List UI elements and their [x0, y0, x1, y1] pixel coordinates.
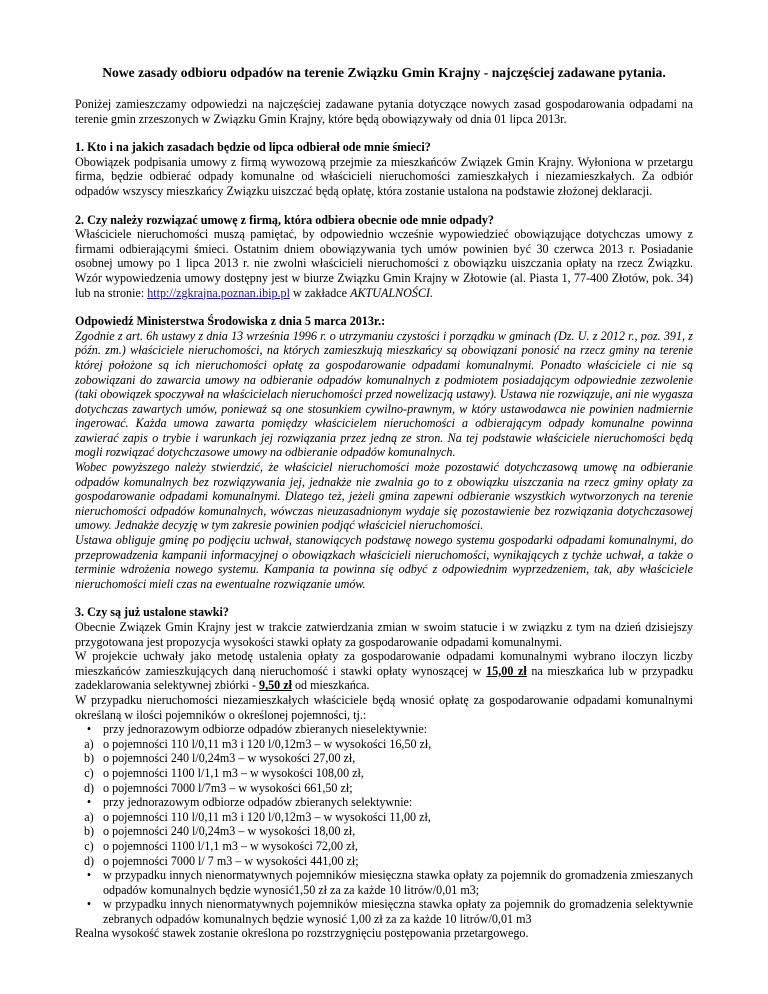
- list-marker: •: [86, 795, 92, 810]
- answer-2-mid: w zakładce: [289, 285, 351, 300]
- rate-sorted: 9,50 zł: [259, 678, 292, 693]
- list-marker: d): [83, 780, 95, 795]
- aktualnosci-tab-name: AKTUALNOŚCI.: [350, 285, 434, 300]
- list-item: [75, 868, 693, 897]
- answer-2-text: Właściciele nieruchomości muszą pamiętać, by odpowiednio wcześnie wypowiedzieć obowiązujące dotychczas umowy z firmami odbierającymi śmieci. Ostatnim dniem obowiązywania tych umów powinien być 30 czerwca 2013 r. Posiadanie osobnej umowy po 1 lipca 2013 r. nie zwolni właścicieli nieruchomości z obowiązku uiszczania opłaty na rzecz Związku. Wzór wypowiedzenia umowy dostępny jest w biurze Związku Gmin Krajny w Złotowie (al. Piasta 1, 77-400 Złotów, pok. 34) lub na stronie:: [75, 227, 693, 300]
- list-item-text: o pojemności 240 l/0,24m3 – w wysokości 18,00 zł,: [103, 824, 356, 839]
- list-marker: c): [84, 838, 94, 853]
- rate-unsorted: 15,00 zł: [486, 663, 527, 678]
- list-item: [75, 824, 693, 839]
- list-item: [75, 839, 693, 854]
- list-item-text: o pojemności 110 l/0,11 m3 i 120 l/0,12m3 – w wysokości 16,50 zł,: [103, 736, 432, 751]
- list-marker: c): [84, 765, 94, 780]
- list-item-text: o pojemności 7000 l/7m3 – w wysokości 661,50 zł;: [103, 780, 353, 795]
- ministry-paragraph-2: Wobec powyższego należy stwierdzić, że właściciel nieruchomości może pozostawić dotychczasową umowę na odbieranie odpadów komunalnych bez rozwiązywania jej, jednakże nie zwalnia go to z obowiązku uiszczania na rzecz gminy opłaty za gospodarowanie odpadami komunalnymi. Dlatego też, jeżeli gmina zapewni odbieranie wszystkich wytworzonych na terenie nieruchomości odpadów komunalnych, wówczas nieuzasadnionym wydaje się pozostawienie bez rozwiązania dotychczasowej umowy. Jednakże decyzję w tym zakresie powinien podjąć właściciel nieruchomości.: [75, 460, 693, 533]
- list-item: [75, 781, 693, 796]
- question-2: 2. Czy należy rozwiązać umowę z firmą, która odbiera obecnie ode mnie odpady?: [75, 212, 494, 227]
- list-marker: b): [83, 824, 95, 839]
- question-3: 3. Czy są już ustalone stawki?: [75, 605, 229, 620]
- list-marker: d): [83, 853, 95, 868]
- intro-paragraph: Poniżej zamieszczamy odpowiedzi na najczęściej zadawane pytania dotyczące nowych zasad gospodarowania odpadami na terenie gmin zrzeszonych w Związku Gmin Krajny, które będą obowiązywały od dnia 01 lipca 2013r.: [75, 97, 693, 126]
- answer-3-paragraph-2: W projekcie uchwały jako metodę ustalenia opłaty za gospodarowanie odpadami komunalnymi wybrano iloczyn liczby mieszkańców zamieszkujących daną nieruchomość i stawki opłaty wynoszącej w 15,00 zł na mieszkańca lub w przypadku zadeklarowania selektywnej zbiórki - 9,50 zł od mieszkańca.: [75, 649, 694, 693]
- question-1: 1. Kto i na jakich zasadach będzie od lipca odbierał ode mnie śmieci?: [75, 140, 431, 155]
- list-item: [75, 722, 693, 737]
- list-marker: a): [84, 809, 94, 824]
- list-item: [75, 737, 693, 752]
- list-item: [75, 795, 693, 810]
- ministry-paragraph-1: Zgodnie z art. 6h ustawy z dnia 13 września 1996 r. o utrzymaniu czystości i porządku w gminach (Dz. U. z 2012 r., poz. 391, z późn. zm.) właściciele nieruchomości, na których zamieszkują mieszkańcy są obowiązani ponosić na rzecz gminy na terenie której położone są ich nieruchomości opłatę za gospodarowanie odpadami komunalnymi. Ponadto właściciele ci nie są zobowiązani do zawarcia umowy na odbieranie odpadów komunalnych z podmiotem posiadającym odpowiednie zezwolenie (taki obowiązek spoczywał na właścicielach nieruchomości przed nowelizacją ustawy). Ustawa nie rozwiązuje, ani nie wygasza dotychczas zawartych umów, ponieważ są one stosunkiem cywilno-prawnym, w który ustawodawca nie powinien nadmiernie ingerować. Każda umowa zawarta pomiędzy właścicielem nieruchomości a odbierającym odpady komunalne powinna zawierać zapis o trybie i warunkach jej rozwiązania przez jedną ze stron. Na tej podstawie właściciele nieruchomości będą mogli rozwiązać dotychczasowe umowy na odbieranie odpadów komunalnych.: [75, 328, 693, 460]
- list-marker: •: [86, 868, 92, 883]
- answer-3-paragraph-3: W przypadku nieruchomości niezamieszkałych właściciele będą wnosić opłatę za gospodarowanie odpadami komunalnymi określaną w ilości pojemników o określonej pojemności, tj.:: [75, 692, 693, 722]
- list-item-text: w przypadku innych nienormatywnych pojemników miesięczna stawka opłaty za pojemnik do gromadzenia selektywnie zebranych odpadów komunalnych będzie wynosić 1,00 zł za za każde 10 litrów/0,01 m3: [103, 897, 693, 926]
- list-item-text: przy jednorazowym odbiorze odpadów zbieranych nieselektywnie:: [103, 722, 428, 737]
- ministry-paragraph-3: Ustawa obliguje gminę po podjęciu uchwał, stanowiących podstawę nowego systemu gospodarki odpadami komunalnymi, do przeprowadzenia kampanii informacyjnej o obowiązkach właścicieli nieruchomości, wynikających z tychże uchwał, a także o terminie wdrożenia nowego systemu. Kampania ta powinna się odbyć z odpowiednim wyprzedzeniem, tak, aby właściciele nieruchomości mieli czas na ewentualne rozwiązanie umów.: [75, 533, 693, 591]
- list-item-text: o pojemności 1100 l/1,1 m3 – w wysokości 108,00 zł,: [103, 765, 364, 780]
- list-marker: •: [86, 722, 92, 737]
- closing-paragraph: Realna wysokość stawek zostanie określona po rozstrzygnięciu postępowania przetargowego.: [75, 926, 529, 941]
- ministry-heading: Odpowiedź Ministerstwa Środowiska z dnia 5 marca 2013r.:: [75, 314, 386, 329]
- list-item: [75, 810, 693, 825]
- list-item-text: o pojemności 240 l/0,24m3 – w wysokości 27,00 zł,: [103, 751, 356, 766]
- document-title: Nowe zasady odbioru odpadów na terenie Związku Gmin Krajny - najczęściej zadawane pytania.: [102, 65, 666, 80]
- answer-2: [75, 227, 693, 300]
- list-item-text: o pojemności 1100 l/1,1 m3 – w wysokości 72,00 zł,: [103, 838, 358, 853]
- list-marker: •: [86, 897, 92, 912]
- list-item-text: o pojemności 7000 l/ 7 m3 – w wysokości 441,00 zł;: [103, 853, 359, 868]
- list-marker: a): [84, 736, 94, 751]
- list-item: [75, 854, 693, 869]
- list-item: [75, 766, 693, 781]
- list-item: [75, 897, 693, 926]
- list-item-text: w przypadku innych nienormatywnych pojemników miesięczna stawka opłaty za pojemnik do gromadzenia zmieszanych odpadów komunalnych będzie wynosić1,50 zł za za każde 10 litrów/0,01 m3;: [103, 868, 693, 897]
- list-marker: b): [83, 751, 95, 766]
- zgkrajna-link[interactable]: http://zgkrajna.poznan.ibip.pl: [147, 285, 290, 300]
- answer-3-paragraph-1: Obecnie Związek Gmin Krajny jest w trakcie zatwierdzania zmian w swoim statucie i w związku z tym na dzień dzisiejszy przygotowana jest propozycja wysokości stawki opłaty za gospodarowanie odpadami komunalnymi.: [75, 620, 693, 649]
- list-item-text: przy jednorazowym odbiorze odpadów zbieranych selektywnie:: [103, 795, 413, 810]
- list-item-text: o pojemności 110 l/0,11 m3 i 120 l/0,12m3 – w wysokości 11,00 zł,: [103, 809, 431, 824]
- list-item: [75, 751, 693, 766]
- answer-1: Obowiązek podpisania umowy z firmą wywozową przejmie za mieszkańców Związek Gmin Krajny. Wyłoniona w przetargu firma, będzie odbierać odpady komunalne od właścicieli nieruchomości zamieszkałych i niezamieszkałych. Za odbiór odpadów wszyscy mieszkańcy Związku uiszczać będą opłatę, która zostanie ustalona na podstawie złożonej deklaracji.: [75, 154, 693, 198]
- container-rates-list: [75, 722, 693, 926]
